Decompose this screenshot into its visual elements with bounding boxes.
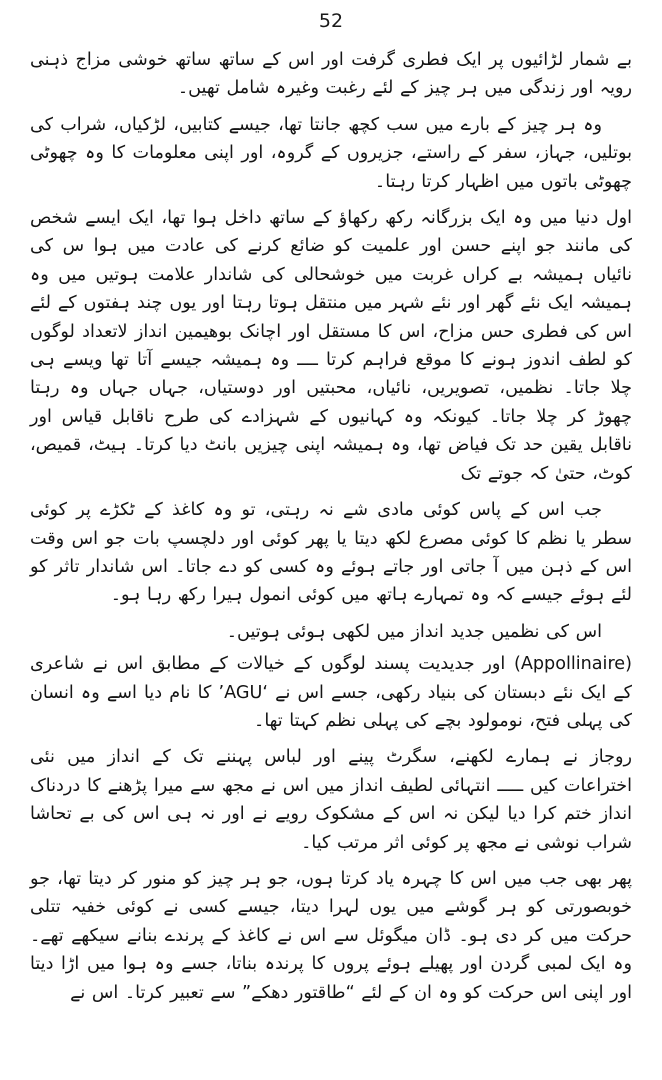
paragraph-4: جب اس کے پاس کوئی مادی شے نہ رہتی، تو وہ کاغذ کے ٹکڑے پر کوئی سطر یا نظم کا کوئی مصرع لکھ دیتا یا پھر کوئی اور دلچسپ بات جو اس وقت اس کے ذہن میں آ جاتی اور جاتے ہوئے وہ کسی کو دے جاتا۔ اس شاندار تاثر کو لئے ہوئے جیسے کہ وہ تمہارے ہاتھ میں کوئی انمول ہیرا رکھ رہا ہو۔ (30, 500, 632, 606)
page-body (30, 46, 632, 1007)
paragraph-7: روجاز نے ہمارے لکھنے، سگرٹ پینے اور لباس پہننے تک کے انداز میں نئی اختراعات کیں ـــــ انتہائی لطیف انداز میں اس نے مجھ سے میرا پڑھنے کا دردناک انداز ختم کرا دیا لیکن نہ اس کے مشکوک رویے نے اور نہ ہی اس کی بے تحاشا شراب نوشی نے مجھ پر کوئی اثر مرتب کیا۔ (30, 747, 632, 853)
paragraph-8: پھر بھی جب میں اس کا چہرہ یاد کرتا ہوں، جو ہر چیز کو منور کر دیتا تھا، جو خوبصورتی کو ہر گوشے میں یوں لہرا دیتا، جیسے کسی نے کوئی خفیہ تتلی حرکت میں کر دی ہو۔ ڈان میگوئل سے اس نے کاغذ کے پرندے بنانے سیکھے تھے۔ وہ ایک لمبی گردن اور پھیلے ہوئے پروں کا پرندہ بناتا، جسے وہ ہوا میں اڑا دیتا اور اپنی اس حرکت کو وہ ان کے لئے “طاقتور دھکے” سے تعبیر کرتا۔ اس نے (30, 868, 632, 1003)
paragraph-2: وہ ہر چیز کے بارے میں سب کچھ جانتا تھا، جیسے کتابیں، لڑکیاں، شراب کی بوتلیں، جہاز، سفر کے راستے، جزیروں کے گروہ، اور اپنی معلومات کا وہ چھوٹی چھوٹی باتوں میں اظہار کرتا رہتا۔ (30, 114, 632, 192)
paragraph-1: بے شمار لڑائیوں پر ایک فطری گرفت اور اس کے ساتھ ساتھ خوشی مزاج ذہنی رویہ اور زندگی میں ہر چیز کے لئے رغبت وغیرہ شامل تھیں۔ (30, 50, 632, 99)
paragraph-6: (Appollinaire) اور جدیدیت پسند لوگوں کے خیالات کے مطابق اس نے شاعری کے ایک نئے دبستان کی بنیاد رکھی، جسے اس نے ‘AGU’ کا نام دیا اسے وہ انسان کی پہلی فتح، نومولود بچے کی پہلی نظم کہتا تھا۔ (30, 654, 632, 731)
paragraph-5: اس کی نظمیں جدید انداز میں لکھی ہوئی ہوتیں۔ (226, 621, 602, 642)
page-number: 52 (318, 10, 344, 32)
paragraph-3: اول دنیا میں وہ ایک بزرگانہ رکھ رکھاؤ کے ساتھ داخل ہوا تھا، ایک ایسے شخص کی مانند جو اپنے حسن اور علمیت کو ضائع کرنے کی عادت میں ہوا س کی نائیاں ہمیشہ بے کراں غربت میں خوشحالی کی شاندار علامت ہوتیں میں وہ ہمیشہ ایک نئے گھر اور نئے شہر میں منتقل ہوتا رہتا اور یوں چند ہفتوں کے لئے اس کی فطری حس مزاح، اس کا مستقل اور اچانک بوھیمین انداز لاتعداد لوگوں کو لطف اندوز ہونے کا موقع فراہم کرتا ــــ وہ ہمیشہ جیسے آتا تھا ویسے ہی چلا جاتا۔ نظمیں، تصویریں، نائیاں، محبتیں اور دوستیاں، جہاں جہاں وہ رہتا چھوڑ کر چلا جاتا۔ کیونکہ وہ کہانیوں کے شہزادے کی طرح ناقابل قیاس اور ناقابل یقین حد تک فیاض تھا، وہ ہمیشہ اپنی چیزیں بانٹ دیا کرتا۔ ہیٹ، قمیص، کوٹ، حتیٰ کہ جوتے تک (30, 208, 632, 484)
